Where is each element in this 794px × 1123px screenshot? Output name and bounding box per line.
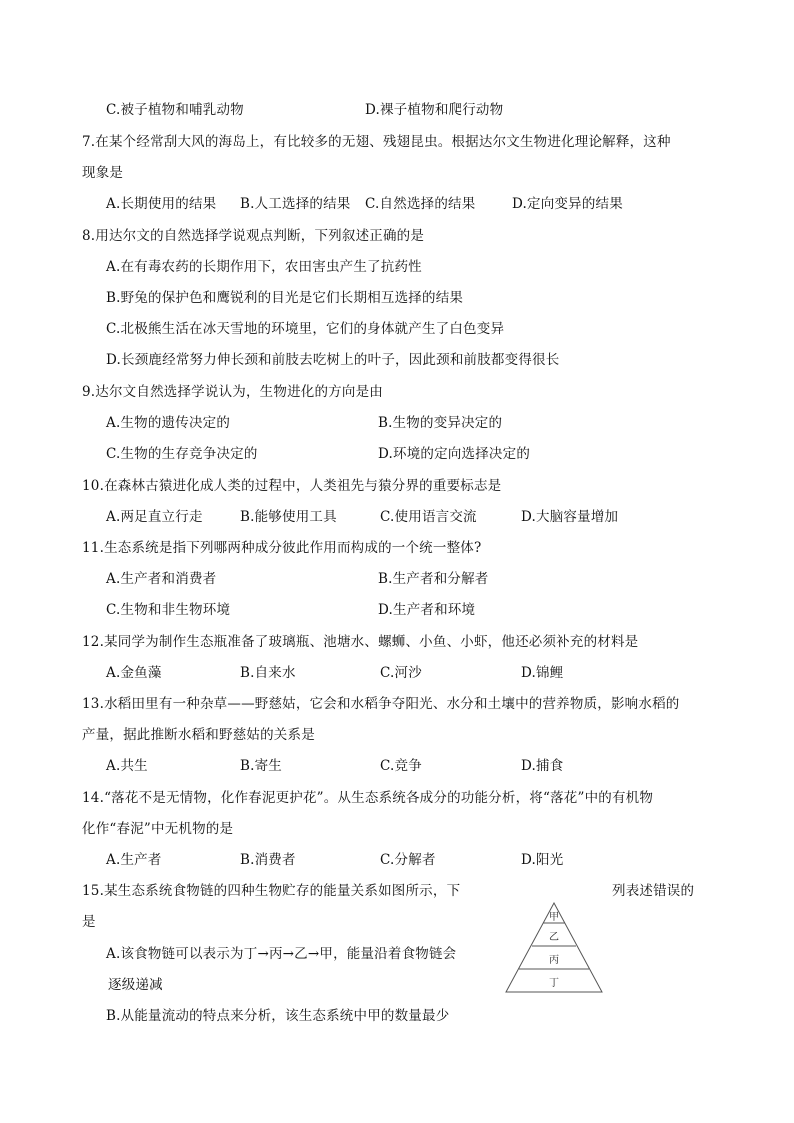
q10-option-b: B.能够使用工具: [240, 509, 337, 525]
q7-option-b: B.人工选择的结果: [240, 196, 351, 212]
q13-option-b: B.寄生: [240, 758, 283, 774]
q7-option-a: A.长期使用的结果: [106, 196, 217, 212]
q13-option-a: A.共生: [106, 758, 148, 774]
q15-stem-line1-part1: 15.某生态系统食物链的四种生物贮存的能量关系如图所示，下: [82, 883, 461, 899]
q14-option-a: A.生产者: [106, 852, 162, 868]
q14-option-b: B.消费者: [240, 852, 296, 868]
q14-option-c: C.分解者: [380, 852, 436, 868]
q9-option-b: B.生物的变异决定的: [378, 415, 503, 431]
q13-stem-line1: 13.水稻田里有一种杂草——野慈姑，它会和水稻争夺阳光、水分和土壤中的营养物质，影响水稻的: [82, 696, 680, 712]
pyramid-level-1-label: 甲: [549, 912, 559, 923]
q9-option-a: A.生物的遗传决定的: [106, 415, 231, 431]
q10-option-c: C.使用语言交流: [380, 509, 477, 525]
q15-option-b: B.从能量流动的特点来分析，该生态系统中甲的数量最少: [106, 1008, 450, 1024]
q6-option-d: D.裸子植物和爬行动物: [365, 102, 504, 118]
q15-stem-line1-part2: 列表述错误的: [612, 883, 695, 899]
q7-stem-line1: 7.在某个经常刮大风的海岛上，有比较多的无翅、残翅昆虫。根据达尔文生物进化理论解释，这种: [82, 134, 671, 150]
energy-pyramid-figure: [505, 902, 603, 994]
q12-stem: 12.某同学为制作生态瓶准备了玻璃瓶、池塘水、螺蛳、小鱼、小虾，他还必须补充的材料是: [82, 634, 639, 650]
q11-option-d: D.生产者和环境: [378, 602, 476, 618]
q15-stem-line2: 是: [82, 914, 96, 930]
pyramid-level-2-label: 乙: [549, 932, 559, 943]
q9-option-c: C.生物的生存竞争决定的: [106, 446, 258, 462]
q13-option-d: D.捕食: [521, 758, 564, 774]
q10-option-d: D.大脑容量增加: [521, 509, 619, 525]
q10-option-a: A.两足直立行走: [106, 509, 203, 525]
q8-option-c: C.北极熊生活在冰天雪地的环境里，它们的身体就产生了白色变异: [106, 321, 505, 337]
pyramid-level-4-label: 丁: [549, 978, 559, 989]
q13-stem-line2: 产量，据此推断水稻和野慈姑的关系是: [82, 727, 315, 743]
pyramid-level-3-label: 丙: [549, 955, 559, 966]
q7-option-c: C.自然选择的结果: [365, 196, 476, 212]
q11-option-b: B.生产者和分解者: [378, 571, 489, 587]
q6-option-c: C.被子植物和哺乳动物: [106, 102, 244, 118]
q12-option-d: D.锦鲤: [521, 665, 564, 681]
q11-stem: 11.生态系统是指下列哪两种成分彼此作用而构成的一个统一整体?: [82, 540, 482, 556]
q11-option-a: A.生产者和消费者: [106, 571, 217, 587]
q8-stem: 8.用达尔文的自然选择学说观点判断，下列叙述正确的是: [82, 228, 425, 244]
q8-option-a: A.在有毒农药的长期作用下，农田害虫产生了抗药性: [106, 259, 422, 275]
q12-option-b: B.自来水: [240, 665, 296, 681]
q12-option-a: A.金鱼藻: [106, 665, 162, 681]
q10-stem: 10.在森林古猿进化成人类的过程中，人类祖先与猿分界的重要标志是: [82, 478, 502, 494]
q14-stem-line2: 化作“春泥”中无机物的是: [82, 821, 234, 837]
q14-stem-line1: 14.“落花不是无情物，化作春泥更护花”。从生态系统各成分的功能分析，将“落花”中的有机物: [82, 790, 654, 806]
q14-option-d: D.阳光: [521, 852, 564, 868]
q8-option-b: B.野兔的保护色和鹰锐利的目光是它们长期相互选择的结果: [106, 290, 464, 306]
q15-option-a-line1: A.该食物链可以表示为丁→丙→乙→甲，能量沿着食物链会: [106, 946, 457, 962]
q11-option-c: C.生物和非生物环境: [106, 602, 231, 618]
q7-stem-line2: 现象是: [82, 165, 124, 181]
q8-option-d: D.长颈鹿经常努力伸长颈和前肢去吃树上的叶子，因此颈和前肢都变得很长: [106, 352, 560, 368]
q7-option-d: D.定向变异的结果: [512, 196, 623, 212]
q9-option-d: D.环境的定向选择决定的: [378, 446, 531, 462]
q9-stem: 9.达尔文自然选择学说认为，生物进化的方向是由: [82, 384, 383, 400]
q15-option-a-line2: 逐级递减: [108, 977, 163, 993]
q13-option-c: C.竞争: [380, 758, 422, 774]
q12-option-c: C.河沙: [380, 665, 422, 681]
